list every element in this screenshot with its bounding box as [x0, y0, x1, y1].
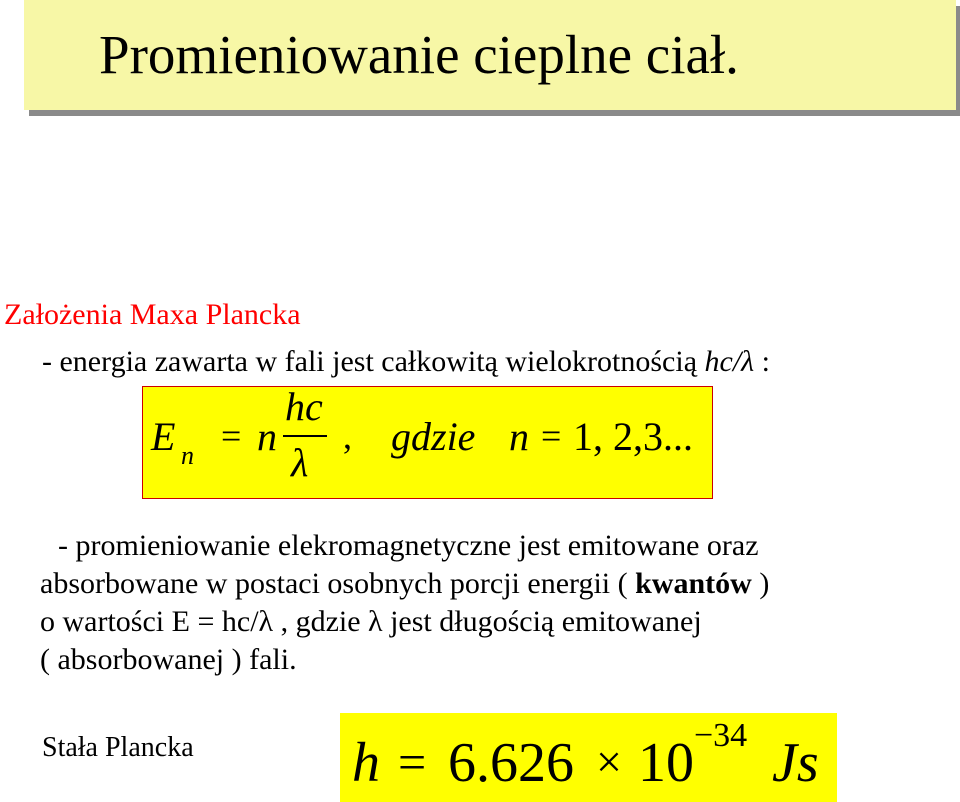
- n-values: 1, 2,3...: [573, 414, 693, 459]
- energy-symbol: E: [151, 414, 176, 459]
- paragraph-line-2-text: absorbowane w postaci osobnych porcji energii (: [40, 567, 636, 600]
- page-title: Promieniowanie cieplne ciał.: [99, 24, 739, 85]
- title-banner: [24, 0, 956, 110]
- fraction-bar: [283, 435, 327, 437]
- unit-js: Js: [772, 732, 819, 794]
- n-multiplier: n: [257, 414, 277, 459]
- power-base: 10: [638, 732, 694, 794]
- planck-mantissa: 6.626: [448, 732, 574, 794]
- planck-label: Stała Plancka: [42, 732, 194, 763]
- energy-formula-box: [142, 386, 713, 499]
- section-heading: Założenia Maxa Plancka: [4, 298, 301, 331]
- planck-constant-box: [340, 713, 837, 802]
- equals-sign-3: =: [398, 734, 427, 790]
- formula-comma: ,: [343, 416, 352, 456]
- paragraph-line-3: o wartości E = hc/λ , gdzie λ jest długością emitowanej: [40, 605, 702, 638]
- assumption-expr: hc/λ: [704, 345, 755, 378]
- assumption-suffix: :: [754, 345, 771, 378]
- equals-sign-2: =: [541, 416, 562, 456]
- paragraph-line-1: - promieniowanie elekromagnetyczne jest emitowane oraz: [58, 529, 759, 562]
- fraction-denominator: λ: [291, 440, 309, 485]
- n-variable: n: [509, 414, 529, 459]
- times-sign: ×: [596, 736, 622, 787]
- assumption-line: [42, 344, 770, 380]
- assumption-text: - energia zawarta w fali jest całkowitą wielokrotnością: [42, 345, 705, 378]
- paragraph-line-4: ( absorbowanej ) fali.: [40, 643, 297, 676]
- energy-subscript: n: [181, 441, 194, 470]
- power-exponent: −34: [694, 717, 748, 754]
- gdzie-word: gdzie: [391, 414, 476, 459]
- paragraph-line-2-end: ): [751, 567, 770, 600]
- fraction-numerator: hc: [285, 384, 323, 429]
- paragraph-line-2: [40, 566, 769, 602]
- kwantow-bold: kwantów: [635, 567, 752, 600]
- equals-sign: =: [221, 416, 242, 456]
- h-symbol: h: [352, 732, 380, 794]
